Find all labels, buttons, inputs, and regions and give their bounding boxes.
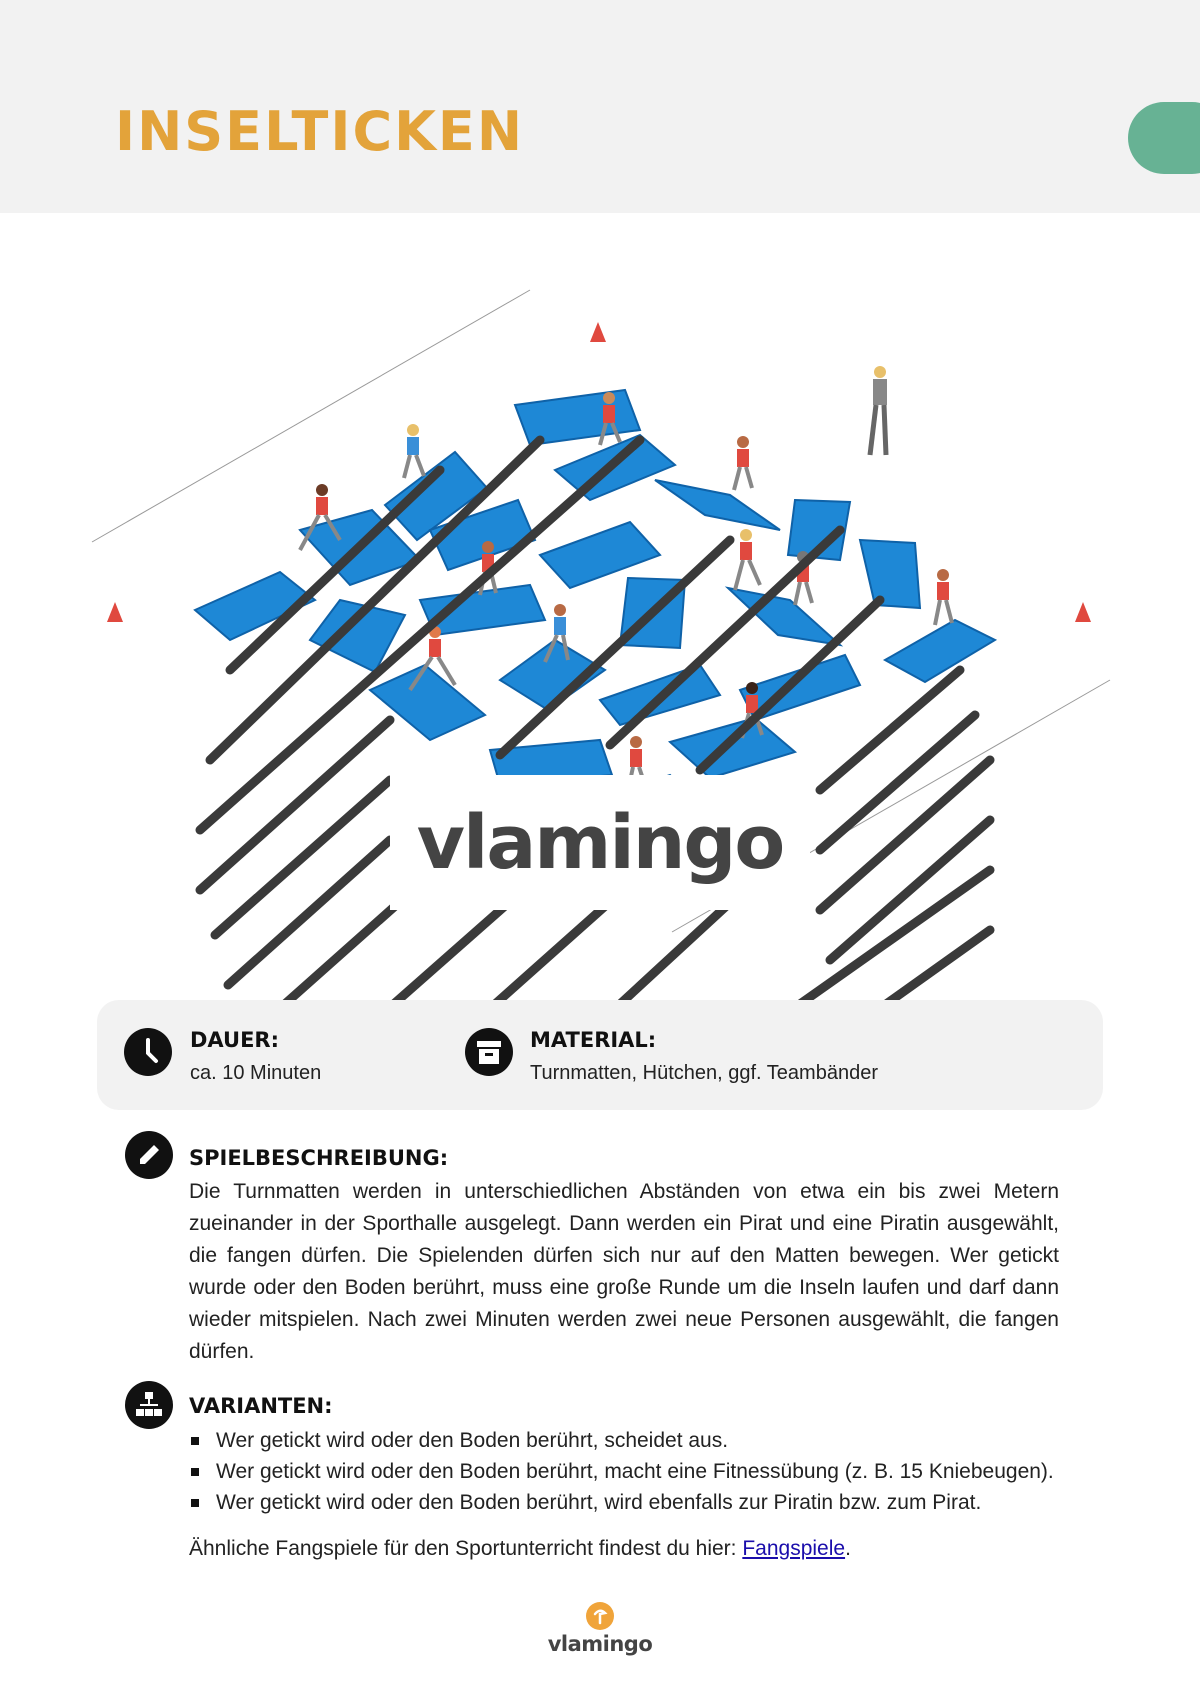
gym-mat [515, 390, 640, 445]
page-title: INSELTICKEN [115, 100, 525, 163]
footer-logo [545, 1602, 655, 1656]
gym-mat [860, 540, 920, 608]
variants-heading: VARIANTEN: [189, 1394, 333, 1418]
header-band [0, 0, 1200, 213]
duration-value: ca. 10 Minuten [190, 1062, 322, 1084]
gym-mat [655, 480, 780, 530]
list-item: Wer getickt wird oder den Boden berührt, macht eine Fitnessübung (z. B. 15 Kniebeugen). [189, 1456, 1089, 1487]
material-value: Turnmatten, Hütchen, ggf. Teambänder [530, 1062, 878, 1084]
footer-logo-word: vlamingo [547, 1632, 653, 1656]
hierarchy-icon [125, 1381, 173, 1429]
watermark-logo: vlamingo [416, 800, 784, 886]
pencil-icon [125, 1131, 173, 1179]
fangspiele-link[interactable]: Fangspiele [742, 1537, 846, 1560]
flamingo-icon [586, 1602, 614, 1630]
gym-mat [370, 665, 485, 740]
variants-list [189, 1425, 1089, 1518]
info-box [97, 1000, 1103, 1110]
gym-mat [885, 620, 995, 682]
player-figure [734, 436, 752, 490]
description-heading: SPIELBESCHREIBUNG: [189, 1146, 449, 1170]
footer-note-text: Ähnliche Fangspiele für den Sportunterricht findest du hier: [189, 1537, 743, 1560]
box-icon [465, 1028, 513, 1076]
list-item: Wer getickt wird oder den Boden berührt, wird ebenfalls zur Piratin bzw. zum Pirat. [189, 1487, 1089, 1518]
player-figure [735, 529, 760, 590]
player-figure [935, 569, 952, 625]
description-text: Die Turnmatten werden in unterschiedlichen Abständen von etwa ein bis zwei Metern zueinander in der Sporthalle ausgelegt. Dann werden ein Pirat und eine Piratin ausgewählt, die fangen dürfen. Die Spielenden dürfen sich nur auf den Matten bewegen. Wer getickt wurde oder den Boden berührt, muss eine große Runde um die Inseln laufen und darf dann wieder mitspielen. Nach zwei Minuten werden zwei neue Personen ausgewählt, die fangen dürfen. [189, 1180, 1059, 1363]
footer-note [189, 1537, 851, 1561]
cone-icon [1075, 602, 1091, 622]
footer-note-end: . [845, 1537, 851, 1560]
duration-label: DAUER: [190, 1028, 280, 1052]
cone-icon [590, 322, 606, 342]
gym-mat [670, 718, 795, 778]
material-label: MATERIAL: [530, 1028, 657, 1052]
clock-icon [124, 1028, 172, 1076]
player-figure [404, 424, 424, 478]
player-figure [870, 366, 887, 455]
header-tab [1128, 102, 1200, 174]
cone-icon [107, 602, 123, 622]
list-item: Wer getickt wird oder den Boden berührt, scheidet aus. [189, 1425, 1089, 1456]
game-illustration [0, 213, 1200, 1013]
